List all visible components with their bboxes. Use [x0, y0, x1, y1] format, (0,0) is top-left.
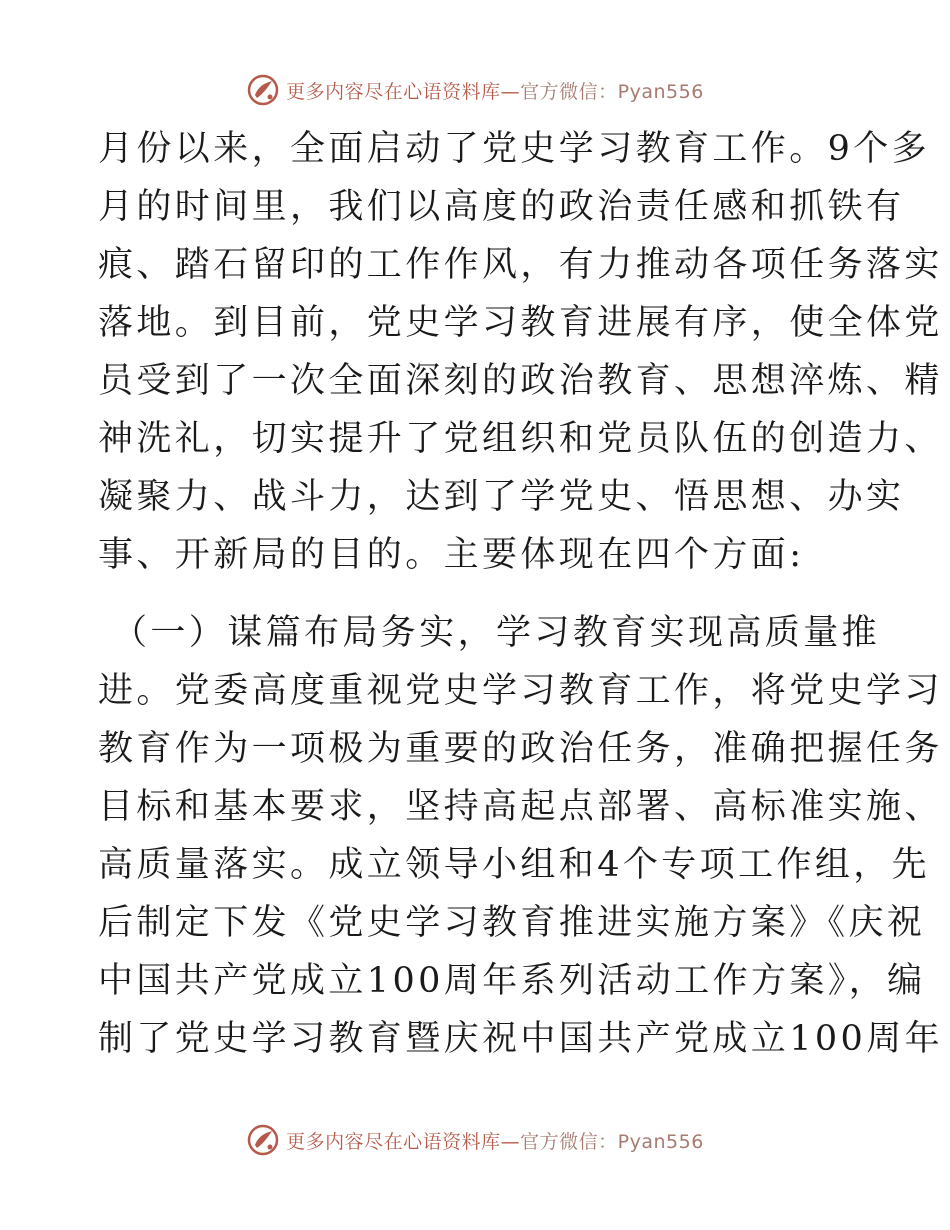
- footer-watermark-wechat: 官方微信：Pyan556: [520, 1130, 704, 1153]
- paragraph-gap: [98, 584, 858, 604]
- brand-logo-icon: [246, 73, 280, 107]
- paragraph: [98, 120, 943, 584]
- text-line: 痕、踏石留印的工作作风，有力推动各项任务落实: [98, 245, 943, 285]
- brand-logo-icon: [246, 1123, 280, 1157]
- paragraph: [98, 604, 944, 1068]
- header-watermark-dash: —: [500, 80, 521, 103]
- header-watermark-wechat: 官方微信：Pyan556: [520, 80, 704, 103]
- text-line: 月份以来，全面启动了党史学习教育工作。9个多: [98, 129, 931, 169]
- text-line: 中国共产党成立100周年系列活动工作方案》，编: [98, 961, 926, 1001]
- footer-watermark-dash: —: [500, 1130, 521, 1153]
- document-body: [98, 120, 944, 1068]
- text-line: 神洗礼，切实提升了党组织和党员队伍的创造力、: [98, 419, 943, 459]
- text-line: 目标和基本要求，坚持高起点部署、高标准实施、: [98, 787, 943, 827]
- text-line: 凝聚力、战斗力，达到了学党史、悟思想、办实: [98, 477, 905, 517]
- header-watermark: [0, 70, 950, 110]
- text-line: 制了党史学习教育暨庆祝中国共产党成立100周年: [98, 1019, 944, 1059]
- text-line: 落地。到目前，党史学习教育进展有序，使全体党: [98, 303, 943, 343]
- footer-watermark-brand: 更多内容尽在心语资料库: [286, 1130, 501, 1153]
- text-line: 进。党委高度重视党史学习教育工作，将党史学习: [98, 671, 943, 711]
- header-watermark-brand: 更多内容尽在心语资料库: [286, 80, 501, 103]
- text-line: 教育作为一项极为重要的政治任务，准确把握任务: [98, 729, 943, 769]
- text-line: 员受到了一次全面深刻的政治教育、思想淬炼、精: [98, 361, 943, 401]
- text-line: 月的时间里，我们以高度的政治责任感和抓铁有: [98, 187, 905, 227]
- footer-watermark-text: [286, 1127, 704, 1154]
- footer-watermark: [0, 1120, 950, 1160]
- text-line: 事、开新局的目的。主要体现在四个方面:: [98, 535, 805, 575]
- header-watermark-text: [286, 77, 704, 104]
- section-heading-line: （一）谋篇布局务实，学习教育实现高质量推: [112, 613, 881, 653]
- text-line: 高质量落实。成立领导小组和4个专项工作组，先: [98, 845, 931, 885]
- text-line: 后制定下发《党史学习教育推进实施方案》《庆祝: [98, 903, 926, 943]
